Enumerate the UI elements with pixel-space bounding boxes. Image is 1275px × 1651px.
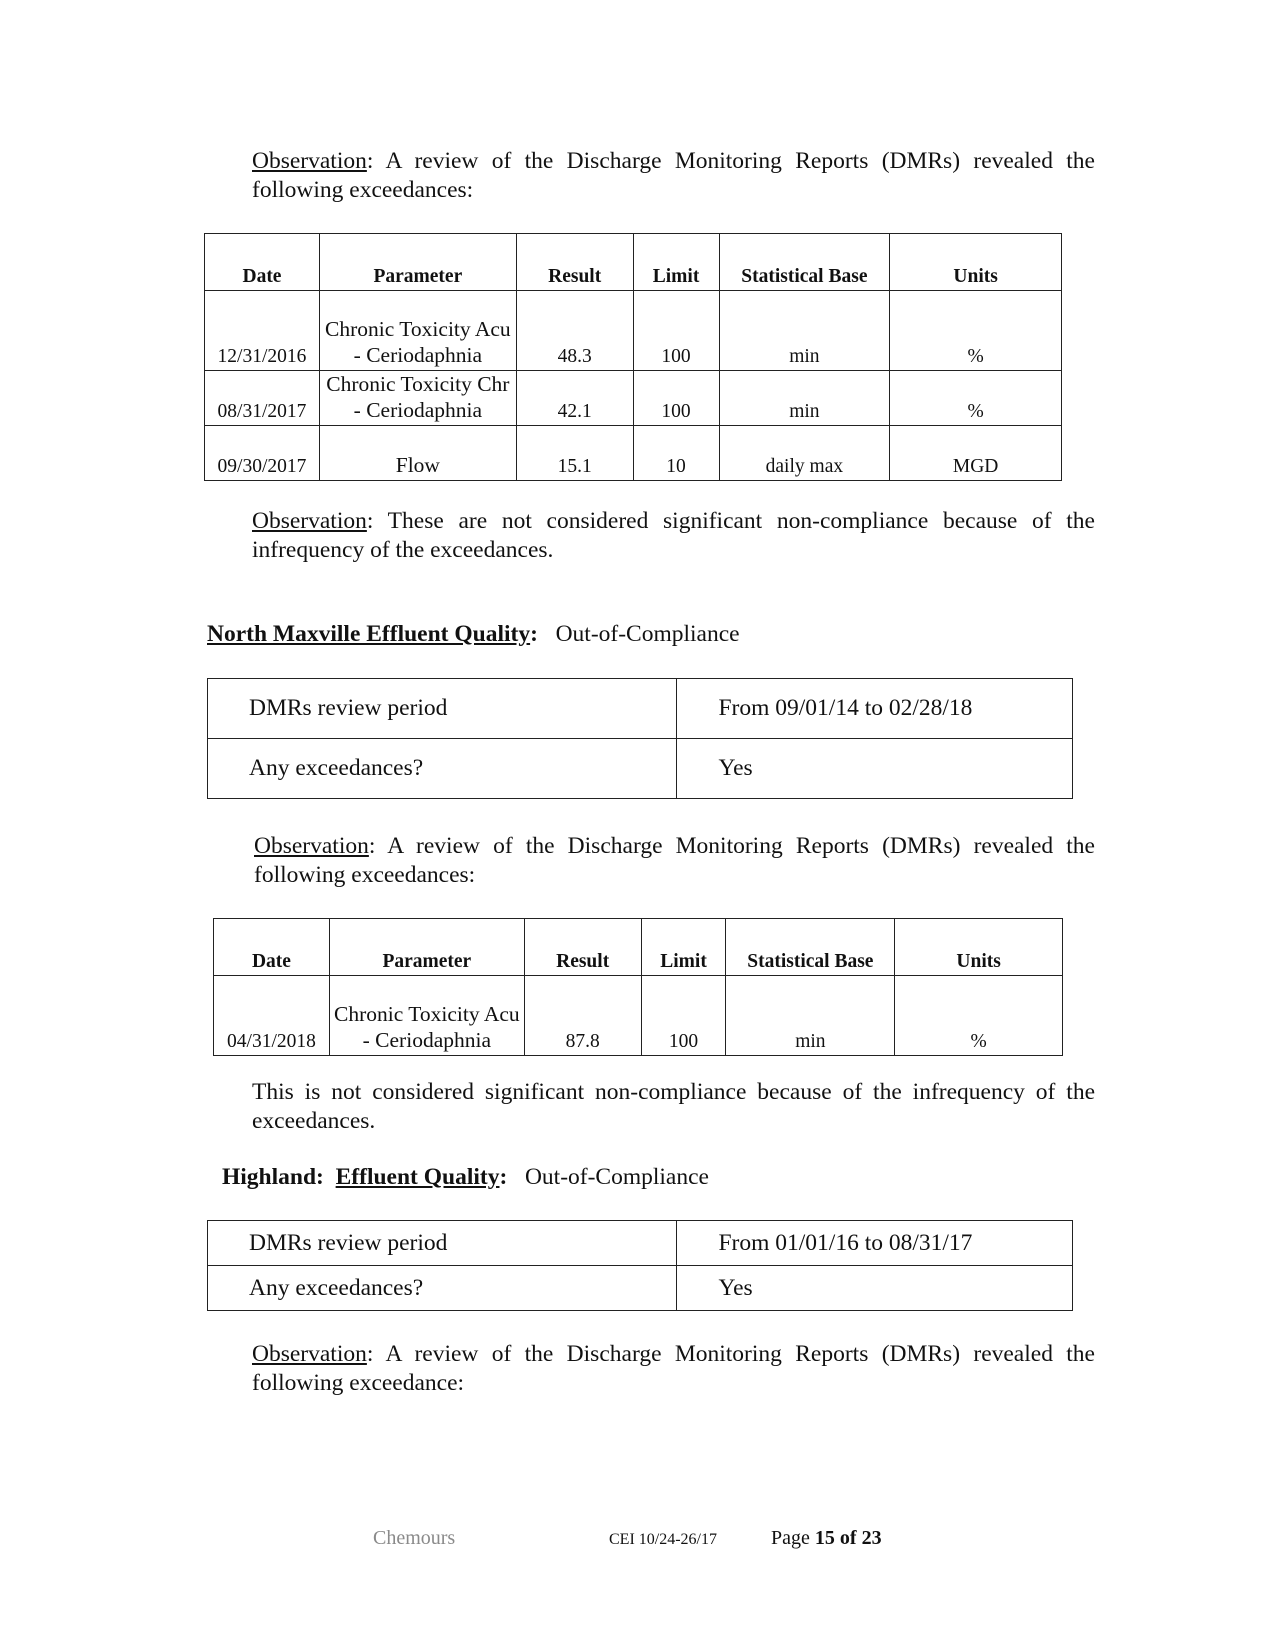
footer-reference: CEI 10/24-26/17 <box>609 1531 717 1548</box>
cell-result: 48.3 <box>516 291 633 371</box>
observation-text: : These are not considered significant non-compliance because of the infrequency of the exceedances. <box>252 508 1095 563</box>
column-header: Limit <box>641 919 726 976</box>
column-header: Result <box>516 234 633 291</box>
footer-page-number <box>771 1527 882 1550</box>
summary-label: Any exceedances? <box>208 739 677 799</box>
section-prefix: Highland: <box>222 1164 324 1190</box>
summary-value: Yes <box>677 739 1073 799</box>
cell-date: 09/30/2017 <box>205 426 320 481</box>
cell-limit: 100 <box>633 371 719 426</box>
compliance-status: Out-of-Compliance <box>524 1164 709 1190</box>
summary-value: Yes <box>677 1266 1073 1311</box>
cell-parameter: Flow <box>319 426 516 481</box>
cell-statistical-base: daily max <box>719 426 890 481</box>
page-current: 15 <box>814 1527 835 1549</box>
compliance-note: This is not considered significant non-compliance because of the infrequency of the exceedances. <box>252 1079 1095 1134</box>
table-row <box>205 371 1062 426</box>
summary-row <box>208 679 1073 739</box>
cell-parameter: Chronic Toxicity Chr - Ceriodaphnia <box>319 371 516 426</box>
cell-limit: 10 <box>633 426 719 481</box>
cell-date: 04/31/2018 <box>214 976 330 1056</box>
summary-row <box>208 1266 1073 1311</box>
column-header: Date <box>214 919 330 976</box>
summary-label: DMRs review period <box>208 1221 677 1266</box>
section-colon: : <box>530 621 538 647</box>
column-header: Units <box>895 919 1063 976</box>
observation-paragraph-2 <box>252 507 1095 565</box>
column-header: Units <box>890 234 1062 291</box>
observation-label: Observation <box>252 1341 367 1367</box>
observation-label: Observation <box>252 508 367 534</box>
cell-limit: 100 <box>641 976 726 1056</box>
footer-company: Chemours <box>373 1527 456 1549</box>
exceedance-table-1 <box>204 233 1062 481</box>
cell-date: 08/31/2017 <box>205 371 320 426</box>
table-row <box>214 976 1063 1056</box>
summary-table-2 <box>207 1220 1073 1311</box>
table-header-row <box>214 919 1063 976</box>
compliance-status: Out-of-Compliance <box>555 621 740 647</box>
page-prefix: Page <box>771 1527 810 1549</box>
summary-value: From 01/01/16 to 08/31/17 <box>677 1221 1073 1266</box>
observation-text: : A review of the Discharge Monitoring Reports (DMRs) revealed the following exceedances: <box>252 148 1095 203</box>
table-row <box>205 426 1062 481</box>
cell-units: % <box>895 976 1063 1056</box>
observation-paragraph-3 <box>254 832 1095 890</box>
cell-statistical-base: min <box>726 976 895 1056</box>
section-title: Effluent Quality <box>335 1164 500 1190</box>
summary-label: DMRs review period <box>208 679 677 739</box>
cell-parameter: Chronic Toxicity Acu - Ceriodaphnia <box>319 291 516 371</box>
exceedance-table-2 <box>213 918 1063 1056</box>
page-total: 23 <box>861 1527 882 1549</box>
cell-limit: 100 <box>633 291 719 371</box>
cell-date: 12/31/2016 <box>205 291 320 371</box>
observation-paragraph-1 <box>252 147 1095 205</box>
section-heading-north-maxville <box>207 621 740 648</box>
summary-value: From 09/01/14 to 02/28/18 <box>677 679 1073 739</box>
column-header: Result <box>524 919 641 976</box>
cell-result: 15.1 <box>516 426 633 481</box>
section-heading-highland <box>222 1164 709 1191</box>
cell-units: MGD <box>890 426 1062 481</box>
cell-parameter: Chronic Toxicity Acu - Ceriodaphnia <box>329 976 524 1056</box>
observation-text: : A review of the Discharge Monitoring Reports (DMRs) revealed the following exceedance: <box>252 1341 1095 1396</box>
observation-label: Observation <box>252 148 367 174</box>
column-header: Date <box>205 234 320 291</box>
observation-paragraph-4 <box>252 1340 1095 1398</box>
column-header: Limit <box>633 234 719 291</box>
table-row <box>205 291 1062 371</box>
cell-result: 42.1 <box>516 371 633 426</box>
summary-label: Any exceedances? <box>208 1266 677 1311</box>
cell-result: 87.8 <box>524 976 641 1056</box>
cell-statistical-base: min <box>719 371 890 426</box>
section-colon: : <box>499 1164 508 1190</box>
column-header: Statistical Base <box>719 234 890 291</box>
page-of: of <box>839 1527 857 1549</box>
observation-text: : A review of the Discharge Monitoring Reports (DMRs) revealed the following exceedances: <box>254 833 1095 888</box>
table-header-row <box>205 234 1062 291</box>
section-title: North Maxville Effluent Quality <box>207 621 531 647</box>
summary-row <box>208 739 1073 799</box>
summary-row <box>208 1221 1073 1266</box>
column-header: Parameter <box>319 234 516 291</box>
cell-statistical-base: min <box>719 291 890 371</box>
cell-units: % <box>890 291 1062 371</box>
summary-table-1 <box>207 678 1073 799</box>
cell-units: % <box>890 371 1062 426</box>
column-header: Statistical Base <box>726 919 895 976</box>
observation-label: Observation <box>254 833 369 859</box>
column-header: Parameter <box>329 919 524 976</box>
